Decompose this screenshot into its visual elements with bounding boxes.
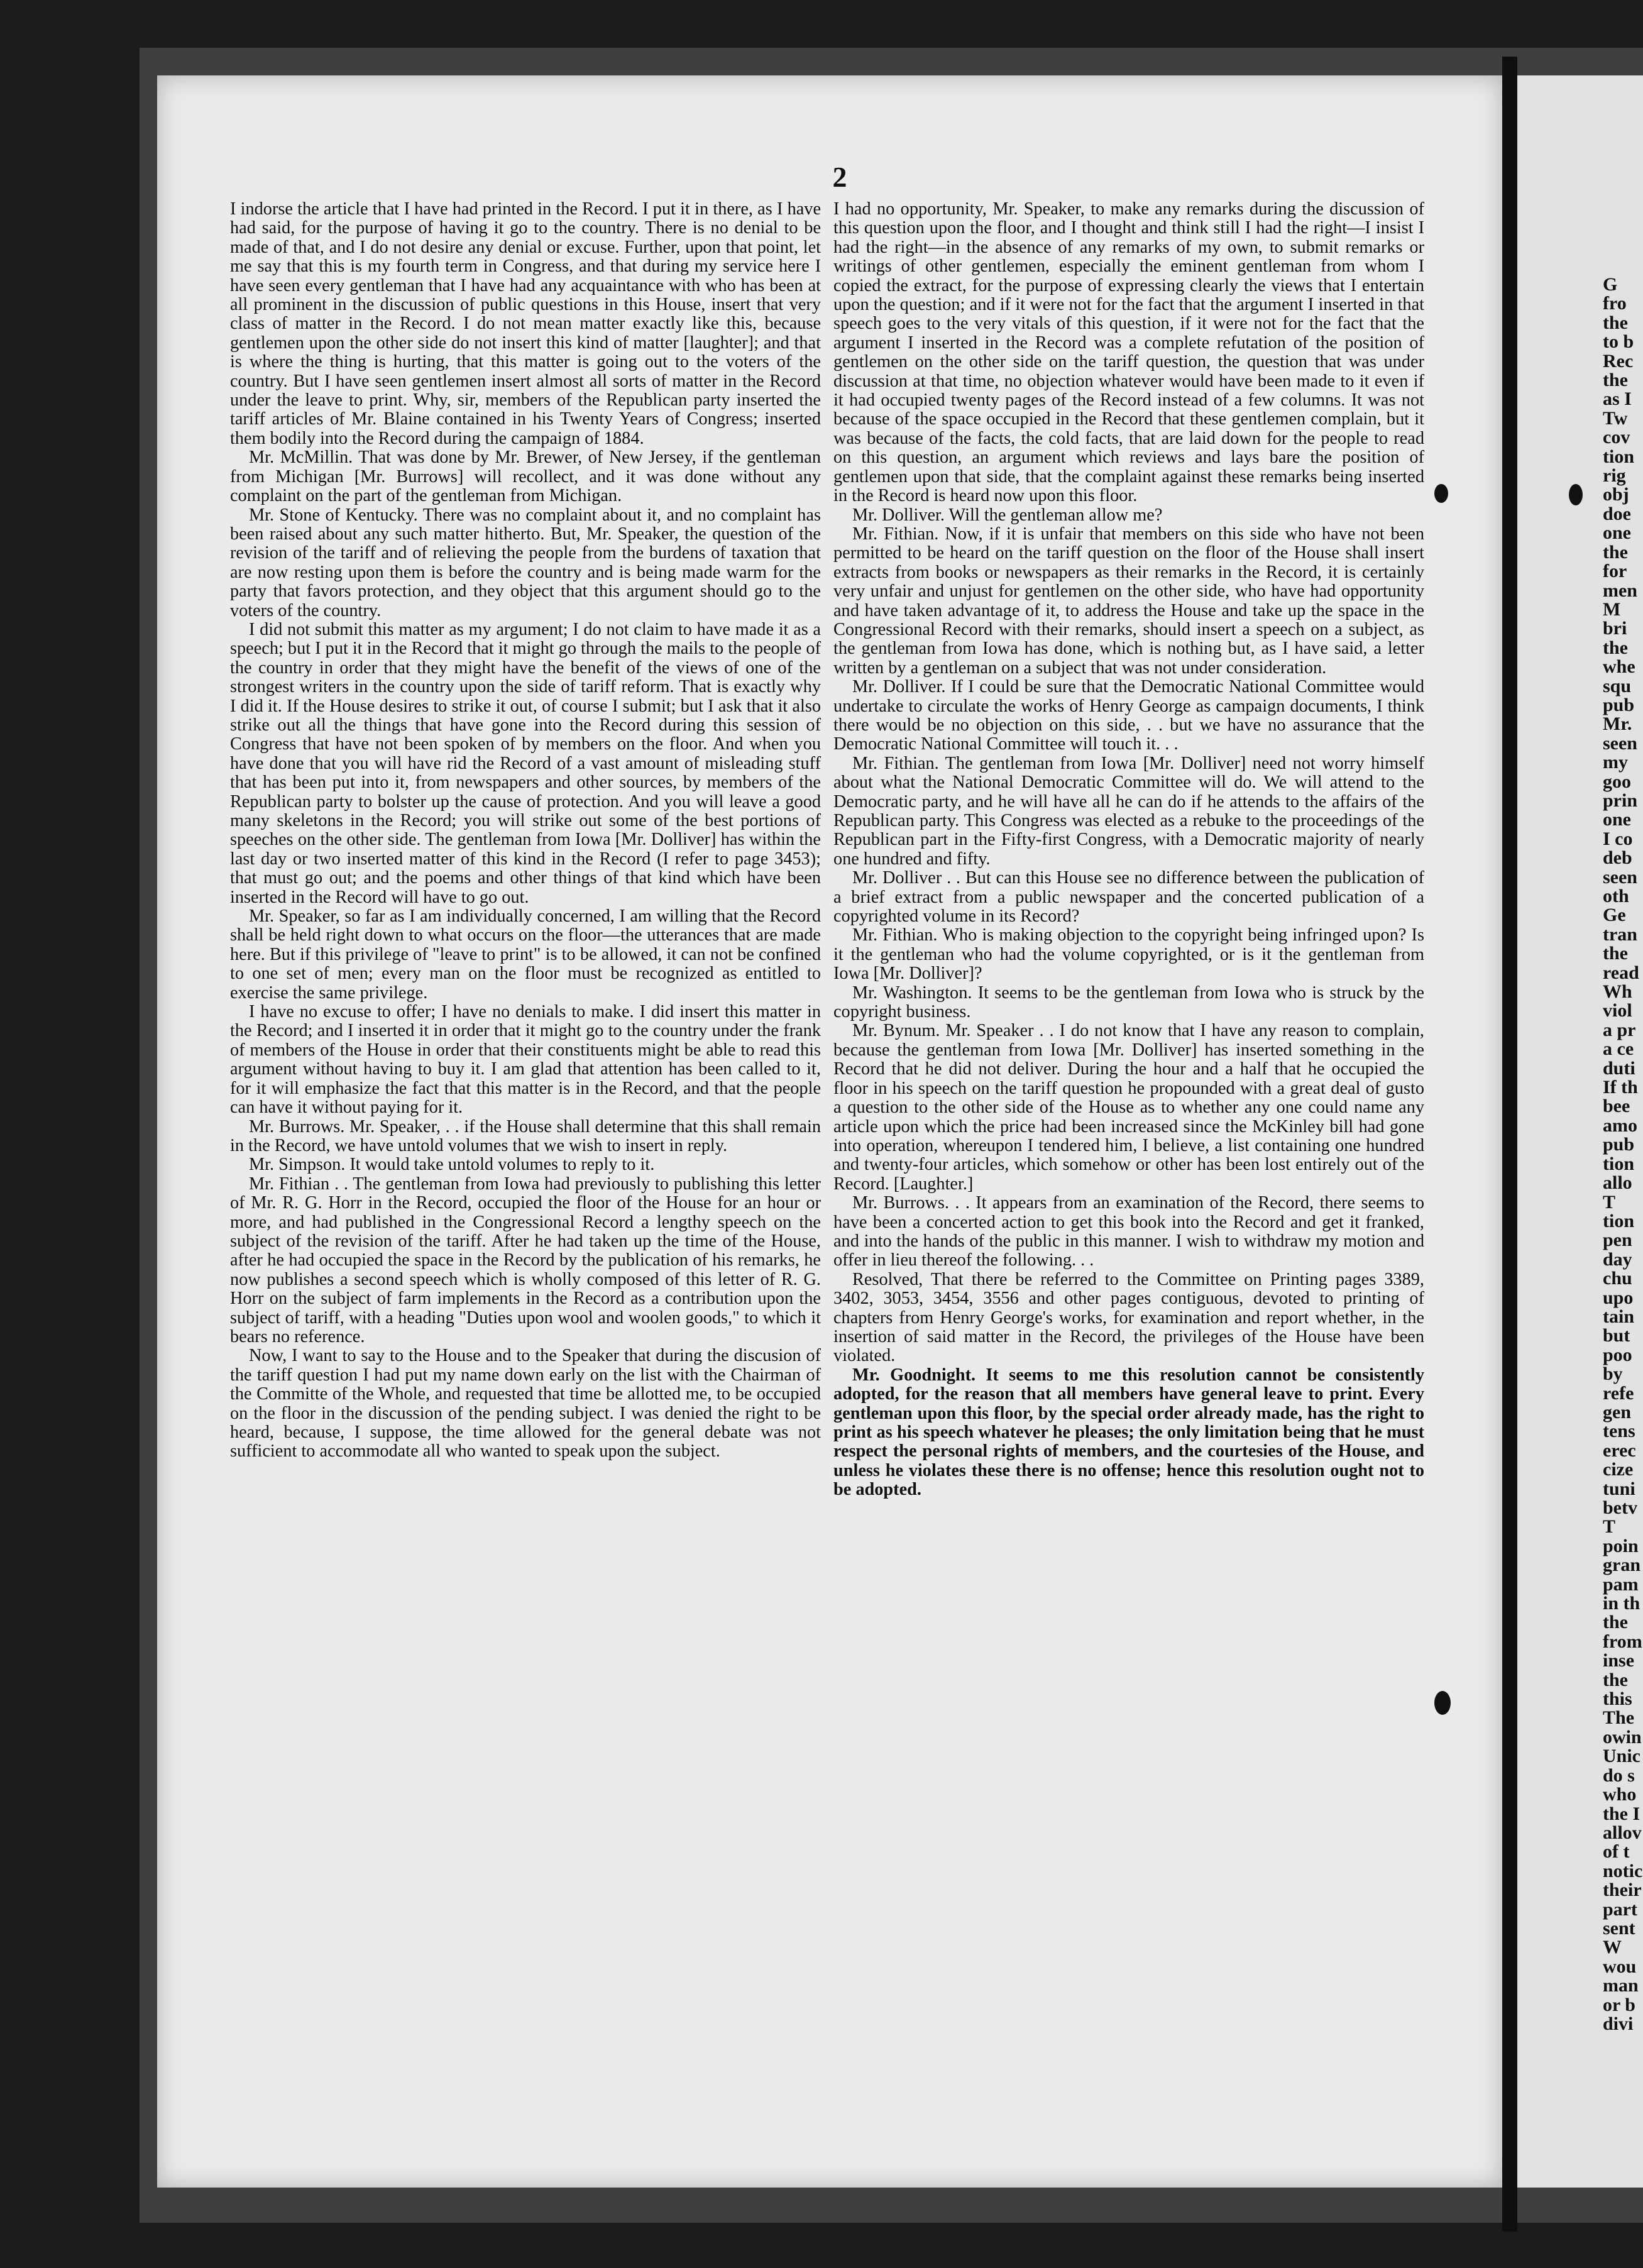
right-column: [833, 200, 1424, 1500]
paragraph: Mr. Speaker, so far as I am individually concerned, I am willing that the Record shall be held right down to what occurs on the floor—the utterances that are made here. But if this privilege of "leave to print" is to be allowed, it can not be confined to one set of men; every man on the floor must be recognized as entitled to exercise the same privilege.: [230, 906, 821, 1003]
adjacent-page-line: deb: [1603, 847, 1632, 869]
adjacent-page-line: inse: [1603, 1650, 1635, 1671]
adjacent-page-line: as I: [1603, 388, 1632, 410]
adjacent-page-line: sent: [1603, 1917, 1635, 1939]
adjacent-page-line: their: [1603, 1880, 1642, 1901]
adjacent-page-line: or b: [1603, 1994, 1635, 2015]
adjacent-page-line: tion: [1603, 1153, 1635, 1174]
adjacent-page-line: tion: [1603, 1210, 1635, 1231]
adjacent-page-line: tuni: [1603, 1478, 1635, 1499]
adjacent-page-line: The: [1603, 1707, 1635, 1729]
ink-blot: [1434, 1691, 1451, 1715]
adjacent-page-line: allov: [1603, 1822, 1642, 1843]
adjacent-page-line: W: [1603, 1937, 1622, 1958]
adjacent-page-line: gen: [1603, 1401, 1631, 1423]
adjacent-page-line: one: [1603, 809, 1631, 830]
paragraph: Mr. Washington. It seems to be the gentleman from Iowa who is struck by the copyright business.: [833, 983, 1424, 1022]
adjacent-page-line: Mr.: [1603, 713, 1632, 735]
adjacent-page-line: upo: [1603, 1287, 1634, 1308]
page-number: 2: [832, 161, 847, 193]
adjacent-page-line: cize: [1603, 1459, 1634, 1480]
paragraph: Mr. Goodnight. It seems to me this resolution cannot be consistently adopted, for the reason that all members have general leave to print. Every gentleman upon this floor, by the special order already made, has the right to print as his speech whatever he pleases; the only limitation being that he must respect the personal rights of members, and the courtesies of the House, and unless he violates these there is no offense; hence this resolution ought not to be adopted.: [833, 1365, 1424, 1500]
adjacent-page-line: wou: [1603, 1956, 1637, 1977]
paragraph: Mr. Fithian. The gentleman from Iowa [Mr. Dolliver] need not worry himself about what the National Democratic Committee will do. We will attend to the Democratic party, and he will have all he can do if he attends to the affairs of the Republican party. This Congress was elected as a rebuke to the proceedings of the Republican part in the Fifty-first Congress, with a Democratic majority of nearly one hundred and fifty.: [833, 753, 1424, 869]
adjacent-page-line: from: [1603, 1631, 1642, 1652]
adjacent-page-line: the: [1603, 370, 1628, 391]
paragraph: Mr. Fithian. Who is making objection to the copyright being infringed upon? Is it the gentleman who had the volume copyrighted, or is it the gentleman from Iowa [Mr. Dolliver]?: [833, 925, 1424, 984]
adjacent-page-line: the: [1603, 637, 1628, 658]
adjacent-page-line: bee: [1603, 1096, 1630, 1117]
adjacent-page-line: goo: [1603, 771, 1631, 792]
adjacent-page-line: If th: [1603, 1077, 1638, 1098]
adjacent-page-line: amo: [1603, 1115, 1637, 1136]
adjacent-page-line: my: [1603, 752, 1628, 773]
adjacent-page-line: tion: [1603, 446, 1635, 467]
adjacent-page-line: M: [1603, 598, 1621, 620]
adjacent-page-line: G: [1603, 274, 1618, 295]
adjacent-page-line: poin: [1603, 1535, 1639, 1556]
adjacent-page-line: Tw: [1603, 407, 1628, 429]
paragraph: Resolved, That there be referred to the Committee on Printing pages 3389, 3402, 3053, 3454, 3556 and other pages contiguous, devoted to printing of chapters from Henry George's works, for examination and report whether, in the insertion of said matter in the Record, the privileges of the House have been violated.: [833, 1269, 1424, 1366]
adjacent-page-lines: [1517, 275, 1642, 2034]
adjacent-page-line: chu: [1603, 1268, 1632, 1289]
adjacent-page-line: squ: [1603, 675, 1632, 696]
adjacent-page-line: obj: [1603, 484, 1629, 505]
adjacent-page-line: the: [1603, 312, 1628, 333]
adjacent-page-line: in th: [1603, 1593, 1640, 1614]
adjacent-page-line: oth: [1603, 886, 1629, 906]
paragraph: Mr. Burrows. . . It appears from an examination of the Record, there seems to have been a concerted action to get this book into the Record and get it franked, and into the hands of the public in this manner. I wish to withdraw my motion and offer in lieu thereof the following. . .: [833, 1193, 1424, 1270]
adjacent-page-line: the: [1603, 943, 1628, 964]
adjacent-page-line: Wh: [1603, 981, 1632, 1003]
adjacent-page-line: rig: [1603, 465, 1626, 487]
adjacent-page-line: the: [1603, 541, 1628, 563]
left-column: [230, 200, 821, 1462]
adjacent-page-line: cov: [1603, 427, 1630, 448]
adjacent-page-line: man: [1603, 1975, 1639, 1996]
adjacent-page-line: this: [1603, 1688, 1632, 1710]
adjacent-page-line: day: [1603, 1248, 1632, 1270]
paragraph: I indorse the article that I have had printed in the Record. I put it in there, as I have had said, for the purpose of having it go to the country. There is no denial to be made of that, and I do not desire any denial or excuse. Further, upon that point, let me say that this is my fourth term in Congress, and that during my service here I have seen every gentleman that I have had any acquaintance with who has been at all prominent in the discussion of public questions in this House, insert that very class of matter in the Record. I do not mean matter exactly like this, because gentlemen upon the other side do not insert this kind of matter [laughter]; and that is where the thing is hurting, that this matter is going out to the voters of the country. But I have seen gentlemen insert almost all sorts of matter in the Record under the leave to print. Why, sir, members of the Republican party inserted the tariff articles of Mr. Blaine contained in his Twenty Years of Congress; inserted them bodily into the Record during the campaign of 1884.: [230, 199, 821, 448]
paragraph: Mr. Simpson. It would take untold volumes to reply to it.: [249, 1155, 655, 1175]
adjacent-page-line: by: [1603, 1363, 1623, 1385]
adjacent-page-line: prin: [1603, 790, 1638, 811]
adjacent-page-line: a pr: [1603, 1019, 1636, 1040]
paragraph: Mr. Bynum. Mr. Speaker . . I do not know that I have any reason to complain, because the gentleman from Iowa [Mr. Dolliver] has inserted something in the Record that he did not deliver. During the hour and a half that he occupied the floor in his speech on the tariff question he propounded with a great deal of gusto a question to the other side of the House as to whether any one could name any article upon which the price had been increased since the McKinley bill had gone into operation, whereupon I tendered him, I believe, a list containing one hundred and twenty-four articles, which somehow or other has been lost entirely out of the Record. [Laughter.]: [833, 1021, 1424, 1194]
adjacent-page-line: seen: [1603, 732, 1637, 754]
adjacent-page-line: who: [1603, 1784, 1637, 1805]
adjacent-page-line: Rec: [1603, 350, 1634, 372]
paragraph: Mr. Dolliver . . But can this House see no difference between the publication of a brief extract from a public newspaper and the concerted publication of a copyrighted volume in its Record?: [833, 868, 1424, 927]
adjacent-page-line: do s: [1603, 1764, 1635, 1786]
adjacent-page-line: fro: [1603, 293, 1627, 314]
adjacent-page-line: T: [1603, 1516, 1616, 1538]
adjacent-page-line: pub: [1603, 694, 1635, 715]
adjacent-page-line: pen: [1603, 1230, 1632, 1251]
paragraph: Mr. Dolliver. If I could be sure that the Democratic National Committee would undertake to circulate the works of Henry George as campaign documents, I think there would be no objection on this side, . . but we have no assurance that the Democratic National Committee will touch it. . .: [833, 677, 1424, 754]
adjacent-page-line: gran: [1603, 1555, 1640, 1576]
adjacent-page-line: owin: [1603, 1726, 1642, 1748]
adjacent-page-line: T: [1603, 1191, 1616, 1213]
adjacent-page-line: tain: [1603, 1306, 1635, 1327]
adjacent-page-line: bri: [1603, 618, 1627, 639]
ink-blot: [1434, 484, 1448, 503]
paragraph: Mr. Fithian. Now, if it is unfair that members on this side who have not been permitted to be heard on the tariff question on the floor of the House shall insert extracts from books or newspapers as their remarks in the Record, it is certainly very unfair and unjust for gentlemen on the other side, who have had opportunity and have taken advantage of it, to address the House and take up the space in the Congressional Record with their remarks, should insert a speech on a subject, as the gentleman from Iowa has done, which is nothing but, as I have said, a letter written by a gentleman on a subject that was not under consideration.: [833, 524, 1424, 678]
page-gutter: [1502, 57, 1517, 2232]
adjacent-page-line: whe: [1603, 656, 1635, 678]
paragraph: I did not submit this matter as my argument; I do not claim to have made it as a speech; but I put it in the Record that it might go through the mails to the people of the country in order that they might have the benefit of the views of one of the strongest writers in the country upon the side of tariff reform. That is exactly why I did it. If the House desires to strike it out, of course I submit; but I ask that it also strike out all the things that have gone into the Record during this session of Congress that have not been spoken of by members on the floor. And when you have done that you will have rid the Record of a vast amount of misleading stuff that has been put into it, from newspapers and other sources, by members of the Republican party to bolster up the cause of protection. And you will leave a good many skeletons in the Record; you will strike out some of the best portions of speeches on the other side. The gentleman from Iowa [Mr. Dolliver] has within the last day or two inserted matter of this kind in the Record (I refer to page 3453); that must go out; and the poems and other things of that kind which have been inserted in the Record will have to go out.: [230, 619, 821, 907]
paragraph: I had no opportunity, Mr. Speaker, to make any remarks during the discussion of this question upon the floor, and I thought and think still I had the right—I insist I had the right—in the absence of any remarks of my own, to submit remarks or writings of other gentlemen, especially the eminent gentleman from whom I copied the extract, for the purpose of expressing clearly the views that I entertain upon the question; and if it were not for the fact that the argument I inserted in that speech goes to the very vitals of this question, if it were not for the fact that the argument I inserted in the Record was a complete refutation of the position of gentlemen on the other side on the tariff question, the question that was under discussion at that time, no objection whatever would have been made to it even if it had occupied twenty pages of the Record instead of a few columns. It was not because of the space occupied in the Record that these gentlemen complain, but it was because of the facts, the cold facts, that are laid down for the people to read on this question, an argument which reviews and lays bare the position of gentlemen upon that side, that the complaint against these remarks being inserted in the Record is heard now upon this floor.: [833, 199, 1424, 506]
adjacent-page-line: betv: [1603, 1497, 1637, 1518]
adjacent-page-line: Unic: [1603, 1746, 1640, 1767]
adjacent-page-line: tran: [1603, 923, 1637, 945]
adjacent-page-line: Ge: [1603, 905, 1626, 926]
adjacent-page-line: notic: [1603, 1860, 1643, 1881]
adjacent-page-line: pub: [1603, 1134, 1635, 1155]
adjacent-page-line: the: [1603, 1612, 1628, 1633]
paragraph: Mr. Fithian . . The gentleman from Iowa had previously to publishing this letter of Mr. R. G. Horr in the Record, occupied the floor of the House for an hour or more, and had published in the Congressional Record a lengthy speech on the subject of the revision of the tariff. After he had taken up the time of the House, after he had occupied the space in the Record by the publication of his remarks, he now publishes a second speech which is wholly composed of this letter of R. G. Horr on the subject of farm implements in the Record as a contribution upon the subject of tariff, with a heading "Duties upon wool and woolen goods," to which it bears no reference.: [230, 1174, 821, 1346]
adjacent-page-line: allo: [1603, 1172, 1632, 1194]
adjacent-page-line: tens: [1603, 1421, 1635, 1442]
paragraph: Mr. McMillin. That was done by Mr. Brewer, of New Jersey, if the gentleman from Michigan [Mr. Burrows] will recollect, and it was done without any complaint on the part of the gentleman from Michigan.: [230, 448, 821, 506]
adjacent-page-line: of t: [1603, 1841, 1630, 1863]
ink-blot: [1569, 484, 1583, 505]
adjacent-page-line: read: [1603, 962, 1639, 983]
adjacent-page-line: but: [1603, 1325, 1630, 1346]
adjacent-page-line: the: [1603, 1669, 1628, 1690]
adjacent-page-line: erec: [1603, 1440, 1636, 1461]
adjacent-page-line: refe: [1603, 1382, 1634, 1404]
adjacent-page-line: a ce: [1603, 1038, 1634, 1060]
adjacent-page-line: men: [1603, 580, 1637, 601]
adjacent-page-line: one: [1603, 522, 1631, 544]
adjacent-page-line: viol: [1603, 1000, 1632, 1021]
paragraph: Mr. Burrows. Mr. Speaker, . . if the House shall determine that this shall remain in the Record, we have untold volumes that we wish to insert in reply.: [230, 1116, 821, 1155]
paragraph: Now, I want to say to the House and to the Speaker that during the discusion of the tariff question I had put my name down early on the list with the Chairman of the Committe of the Whole, and requested that time be allotted me, to be occupied on the floor in the discussion of the pending subject. I was denied the right to be heard, because, I suppose, the time allowed for the general debate was not sufficient to accommodate all who wanted to speak upon the subject.: [230, 1346, 821, 1462]
adjacent-page-fragment: [1517, 75, 1643, 2188]
adjacent-page-line: part: [1603, 1898, 1637, 1920]
paragraph: Mr. Dolliver. Will the gentleman allow me?: [852, 505, 1163, 525]
adjacent-page-line: for: [1603, 561, 1627, 582]
adjacent-page-line: doe: [1603, 503, 1631, 524]
adjacent-page-line: duti: [1603, 1057, 1635, 1079]
adjacent-page-line: divi: [1603, 2013, 1634, 2034]
paragraph: Mr. Stone of Kentucky. There was no complaint about it, and no complaint has been raised about any such matter hitherto. But, Mr. Speaker, the question of the revision of the tariff and of relieving the people from the burdens of taxation that are now resting upon them is before the country and is being made warm for the party that favors protection, and they object that this argument should go to the voters of the country.: [230, 505, 821, 620]
adjacent-page-line: to b: [1603, 331, 1634, 353]
paragraph: I have no excuse to offer; I have no denials to make. I did insert this matter in the Record; and I inserted it in order that it might go to the country under the frank of members of the House in order that their constituents might be able to read this argument without having to buy it. I am glad that attention has been called to it, for it will emphasize the fact that this matter is in the Record, and that the people can have it without paying for it.: [230, 1002, 821, 1118]
adjacent-page-line: seen: [1603, 866, 1637, 888]
adjacent-page-line: the I: [1603, 1803, 1640, 1824]
adjacent-page-line: poo: [1603, 1344, 1632, 1365]
adjacent-page-line: pam: [1603, 1573, 1639, 1595]
adjacent-page-line: I co: [1603, 828, 1633, 849]
